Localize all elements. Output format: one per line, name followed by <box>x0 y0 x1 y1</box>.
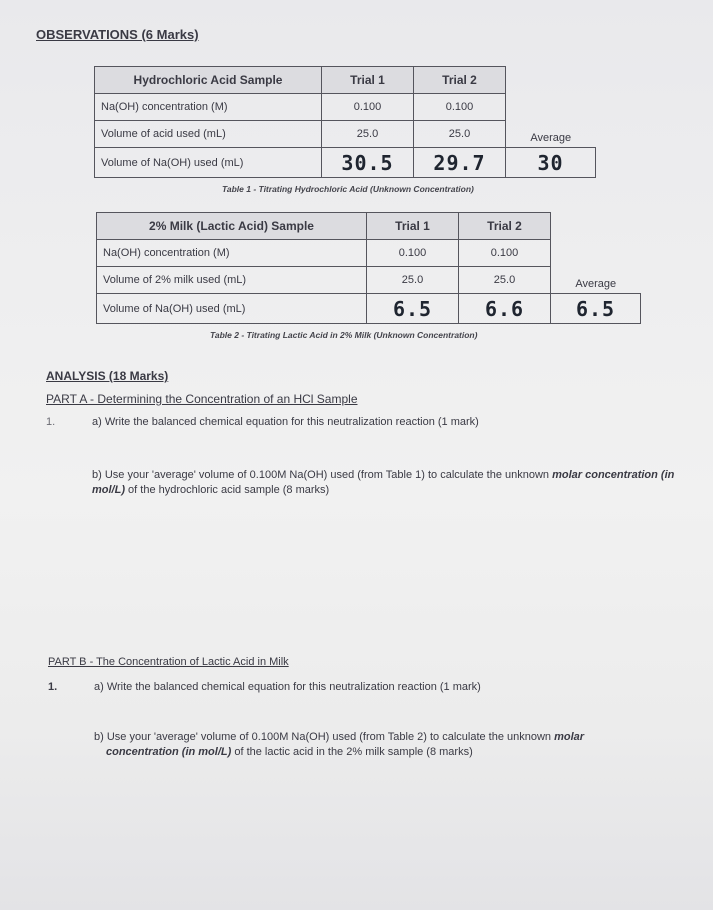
part-b-heading: PART B - The Concentration of Lactic Acid in Milk <box>48 656 289 668</box>
trial1-value: 25.0 <box>367 267 459 294</box>
table-header-cell: Trial 2 <box>414 67 506 94</box>
question-text: b) Use your 'average' volume of 0.100M Na(OH) used (from Table 2) to calculate the unknown <box>94 731 555 743</box>
part-a-question-b <box>92 468 710 498</box>
trial1-value: 0.100 <box>367 240 459 267</box>
lactic-titration-table <box>96 212 641 324</box>
question-number: 1. <box>46 416 56 428</box>
part-b-question-a: a) Write the balanced chemical equation for this neutralization reaction (1 mark) <box>94 681 481 693</box>
empty-cell <box>506 94 596 121</box>
observations-heading: OBSERVATIONS (6 Marks) <box>36 27 199 42</box>
emphasis-text: molar <box>554 731 585 743</box>
row-label: Volume of Na(OH) used (mL) <box>95 148 322 178</box>
average-label: Average <box>530 132 572 144</box>
row-label: Volume of acid used (mL) <box>95 121 322 148</box>
handwritten-trial2: 6.6 <box>459 294 551 324</box>
part-a-heading: PART A - Determining the Concentration of an HCl Sample <box>46 392 358 406</box>
emphasis-text: concentration (in mol/L) <box>106 746 232 758</box>
table-header-cell: Trial 2 <box>459 213 551 240</box>
table-row <box>97 294 641 324</box>
trial2-value: 25.0 <box>414 121 506 148</box>
part-a-question-a: a) Write the balanced chemical equation for this neutralization reaction (1 mark) <box>92 416 479 428</box>
trial1-value: 0.100 <box>322 94 414 121</box>
row-label: Na(OH) concentration (M) <box>95 94 322 121</box>
table-header-cell: Trial 1 <box>367 213 459 240</box>
empty-cell <box>551 240 641 267</box>
table2-caption: Table 2 - Titrating Lactic Acid in 2% Milk (Unknown Concentration) <box>210 330 478 340</box>
hcl-titration-table <box>94 66 596 178</box>
question-number: 1. <box>48 681 58 693</box>
row-label: Na(OH) concentration (M) <box>97 240 367 267</box>
handwritten-average: 30 <box>506 148 596 178</box>
trial2-value: 25.0 <box>459 267 551 294</box>
table-row <box>95 94 596 121</box>
table-header-cell: 2% Milk (Lactic Acid) Sample <box>97 213 367 240</box>
empty-cell <box>551 213 641 240</box>
trial1-value: 25.0 <box>322 121 414 148</box>
table-row <box>95 121 596 148</box>
table-row <box>97 267 641 294</box>
question-text: of the hydrochloric acid sample (8 marks) <box>125 484 330 496</box>
handwritten-trial1: 6.5 <box>367 294 459 324</box>
average-label: Average <box>575 278 617 290</box>
table-header-cell: Trial 1 <box>322 67 414 94</box>
table-header-cell: Hydrochloric Acid Sample <box>95 67 322 94</box>
table1-caption: Table 1 - Titrating Hydrochloric Acid (Unknown Concentration) <box>222 184 474 194</box>
question-text: of the lactic acid in the 2% milk sample (8 marks) <box>231 746 473 758</box>
emphasis-text: molar concentration (in mol/L) <box>92 469 675 496</box>
analysis-heading: ANALYSIS (18 Marks) <box>46 369 169 383</box>
row-label: Volume of Na(OH) used (mL) <box>97 294 367 324</box>
part-b-question-b <box>94 730 664 760</box>
handwritten-trial2: 29.7 <box>414 148 506 178</box>
empty-cell <box>506 67 596 94</box>
trial2-value: 0.100 <box>414 94 506 121</box>
handwritten-trial1: 30.5 <box>322 148 414 178</box>
table-header-row <box>97 213 641 240</box>
table-row <box>97 240 641 267</box>
table-row <box>95 148 596 178</box>
handwritten-average: 6.5 <box>551 294 641 324</box>
question-text: b) Use your 'average' volume of 0.100M Na(OH) used (from Table 1) to calculate the unknown <box>92 469 553 481</box>
trial2-value: 0.100 <box>459 240 551 267</box>
row-label: Volume of 2% milk used (mL) <box>97 267 367 294</box>
table-header-row <box>95 67 596 94</box>
